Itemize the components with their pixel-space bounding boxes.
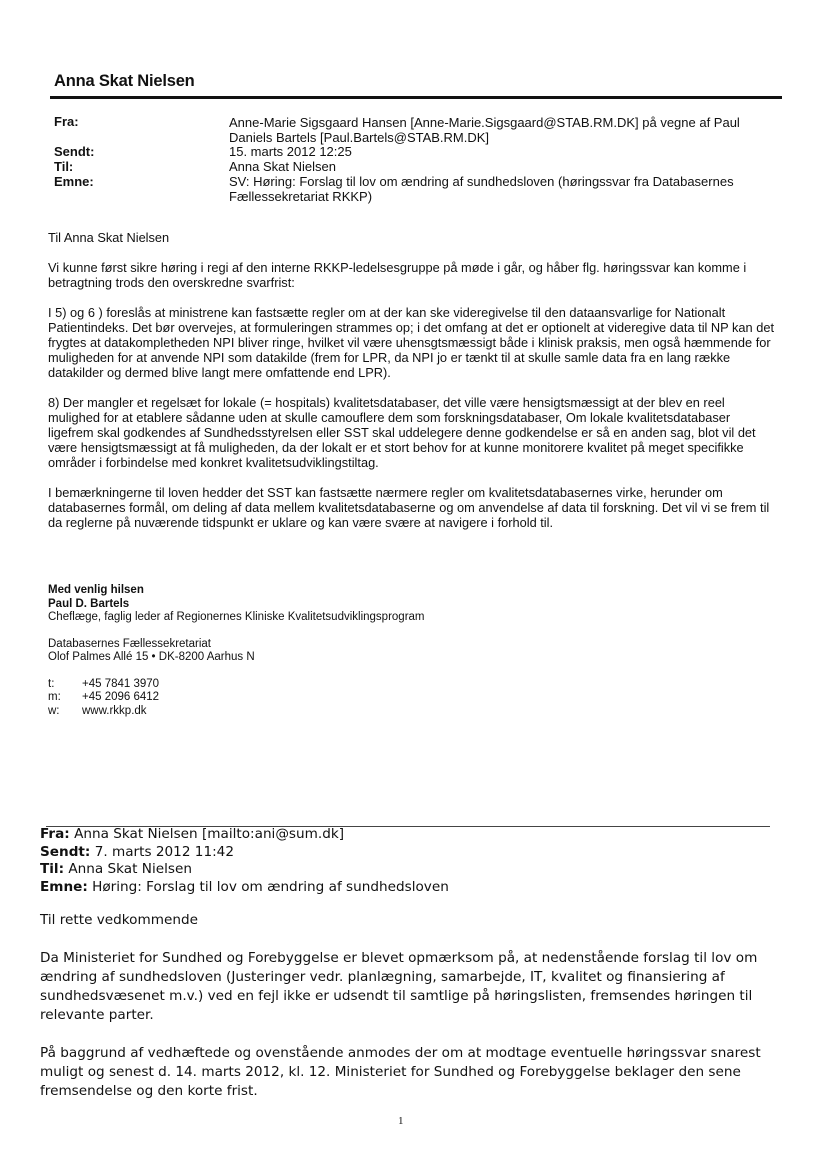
- forwarded-body: [40, 911, 780, 1120]
- signature-org: Databasernes Fællessekretariat: [48, 637, 211, 650]
- from-label: Fra:: [54, 114, 79, 129]
- title-divider: [50, 96, 782, 99]
- forwarded-paragraph: Til rette vedkommende: [40, 912, 198, 928]
- signature-closing: Med venlig hilsen: [48, 584, 144, 596]
- signature-block: [48, 584, 648, 718]
- forwarded-subject: Emne: Høring: Forslag til lov om ændring af sundhedsloven: [40, 878, 449, 895]
- from-value: Anne-Marie Sigsgaard Hansen [Anne-Marie.Sigsgaard@STAB.RM.DK] på vegne af Paul Daniels Bartels [Paul.Bartels@STAB.RM.DK]: [229, 115, 740, 145]
- sent-label: Sendt:: [54, 144, 95, 159]
- contact-phone: t: +45 7841 3970: [48, 677, 160, 690]
- reply-paragraph: I 5) og 6 ) foreslås at ministrene kan fastsætte regler om at der kan ske videregivelse til den dataansvarlige for Nationalt Patientindeks. Det bør overvejes, at formuleringen strammes op; i det omfang at det er optionelt at videregive data til NP kan det frygtes at datakompletheden NPI bliver ringe, hvilket vil være uhensgtsmæssigt både i klinisk praksis, men også hæmmende for muligheden for at anvende NPI som datakilde (frem for LPR, da NPI jo er tænkt til at skulle samle data fra en lang række datakilder og dermed blive langt mere omfattende end LPR).: [48, 305, 775, 380]
- signature-name: Paul D. Bartels: [48, 597, 130, 610]
- reply-paragraph: Vi kunne først sikre høring i regi af den interne RKKP-ledelsesgruppe på møde i går, og håber flg. høringssvar kan komme i betragtning trods den overskredne svarfrist:: [48, 260, 747, 290]
- signature-address: Olof Palmes Allé 15 • DK-8200 Aarhus N: [48, 651, 255, 663]
- reply-paragraph: Til Anna Skat Nielsen: [48, 230, 170, 245]
- contact-mobile: m: +45 2096 6412: [48, 691, 160, 703]
- forwarded-paragraph: Da Ministeriet for Sundhed og Forebyggelse er blevet opmærksom på, at nedenstående forslag til lov om ændring af sundhedsloven (Justeringer vedr. planlægning, samarbejde, IT, kvalitet og finansiering af sundhedsvæsenet m.v.) ved en fejl ikke er udsendt til samtlige på høringslisten, fremsendes høringen til relevante parter.: [40, 950, 758, 1023]
- forwarded-sent: Sendt: 7. marts 2012 11:42: [40, 843, 234, 860]
- forwarded-header: [40, 826, 780, 896]
- contact-web: w: www.rkkp.dk: [48, 704, 147, 717]
- subject-label: Emne:: [54, 174, 94, 189]
- subject-value: SV: Høring: Forslag til lov om ændring af sundhedsloven (høringssvar fra Databasernes Fællessekretariat RKKP): [229, 174, 734, 204]
- signature-role: Cheflæge, faglig leder af Regionernes Kliniske Kvalitetsudviklingsprogram: [48, 611, 425, 623]
- to-value: Anna Skat Nielsen: [229, 159, 336, 174]
- forwarded-to: Til: Anna Skat Nielsen: [40, 861, 192, 877]
- forwarded-paragraph: På baggrund af vedhæftede og ovenstående anmodes der om at modtage eventuelle høringssvar snarest muligt og senest d. 14. marts 2012, kl. 12. Ministeriet for Sundhed og Forebyggelse beklager den sene fremsendelse og den korte frist.: [40, 1045, 761, 1099]
- to-label: Til:: [54, 159, 74, 174]
- reply-paragraph: I bemærkningerne til loven hedder det SST kan fastsætte nærmere regler om kvalitetsdatabasernes virke, herunder om databasernes formål, om deling af data mellem kvalitetsdatabaserne og om anvendelse af data til forskning. Det vil vi se frem til da reglerne på nuværende tidspunkt er uklare og kan være svære at navigere i forhold til.: [48, 485, 770, 530]
- page-number: 1: [398, 1115, 404, 1127]
- page-title: Anna Skat Nielsen: [54, 72, 195, 90]
- reply-paragraph: 8) Der mangler et regelsæt for lokale (= hospitals) kvalitetsdatabaser, det ville være hensigtsmæssigt at der blev en reel mulighed for at etablere sådanne uden at skulle camouflere dem som forskningsdatabaser, Om lokale kvalitetsdatabaser ligefrem skal godkendes af Sundhedsstyrelsen eller SST skal uddelegere denne godkendelse er så en anden sag, blot vil det være hensigtsmæssigt at få muligheden, da der lokalt er et stort behov for at kunne monitorere kvalitet på meget specifikke områder i forbindelse med konkret kvalitetsudviklingstiltag.: [48, 395, 756, 470]
- forwarded-from: Fra: Anna Skat Nielsen [mailto:ani@sum.dk]: [40, 826, 344, 842]
- reply-body: [48, 230, 778, 545]
- sent-value: 15. marts 2012 12:25: [229, 144, 352, 159]
